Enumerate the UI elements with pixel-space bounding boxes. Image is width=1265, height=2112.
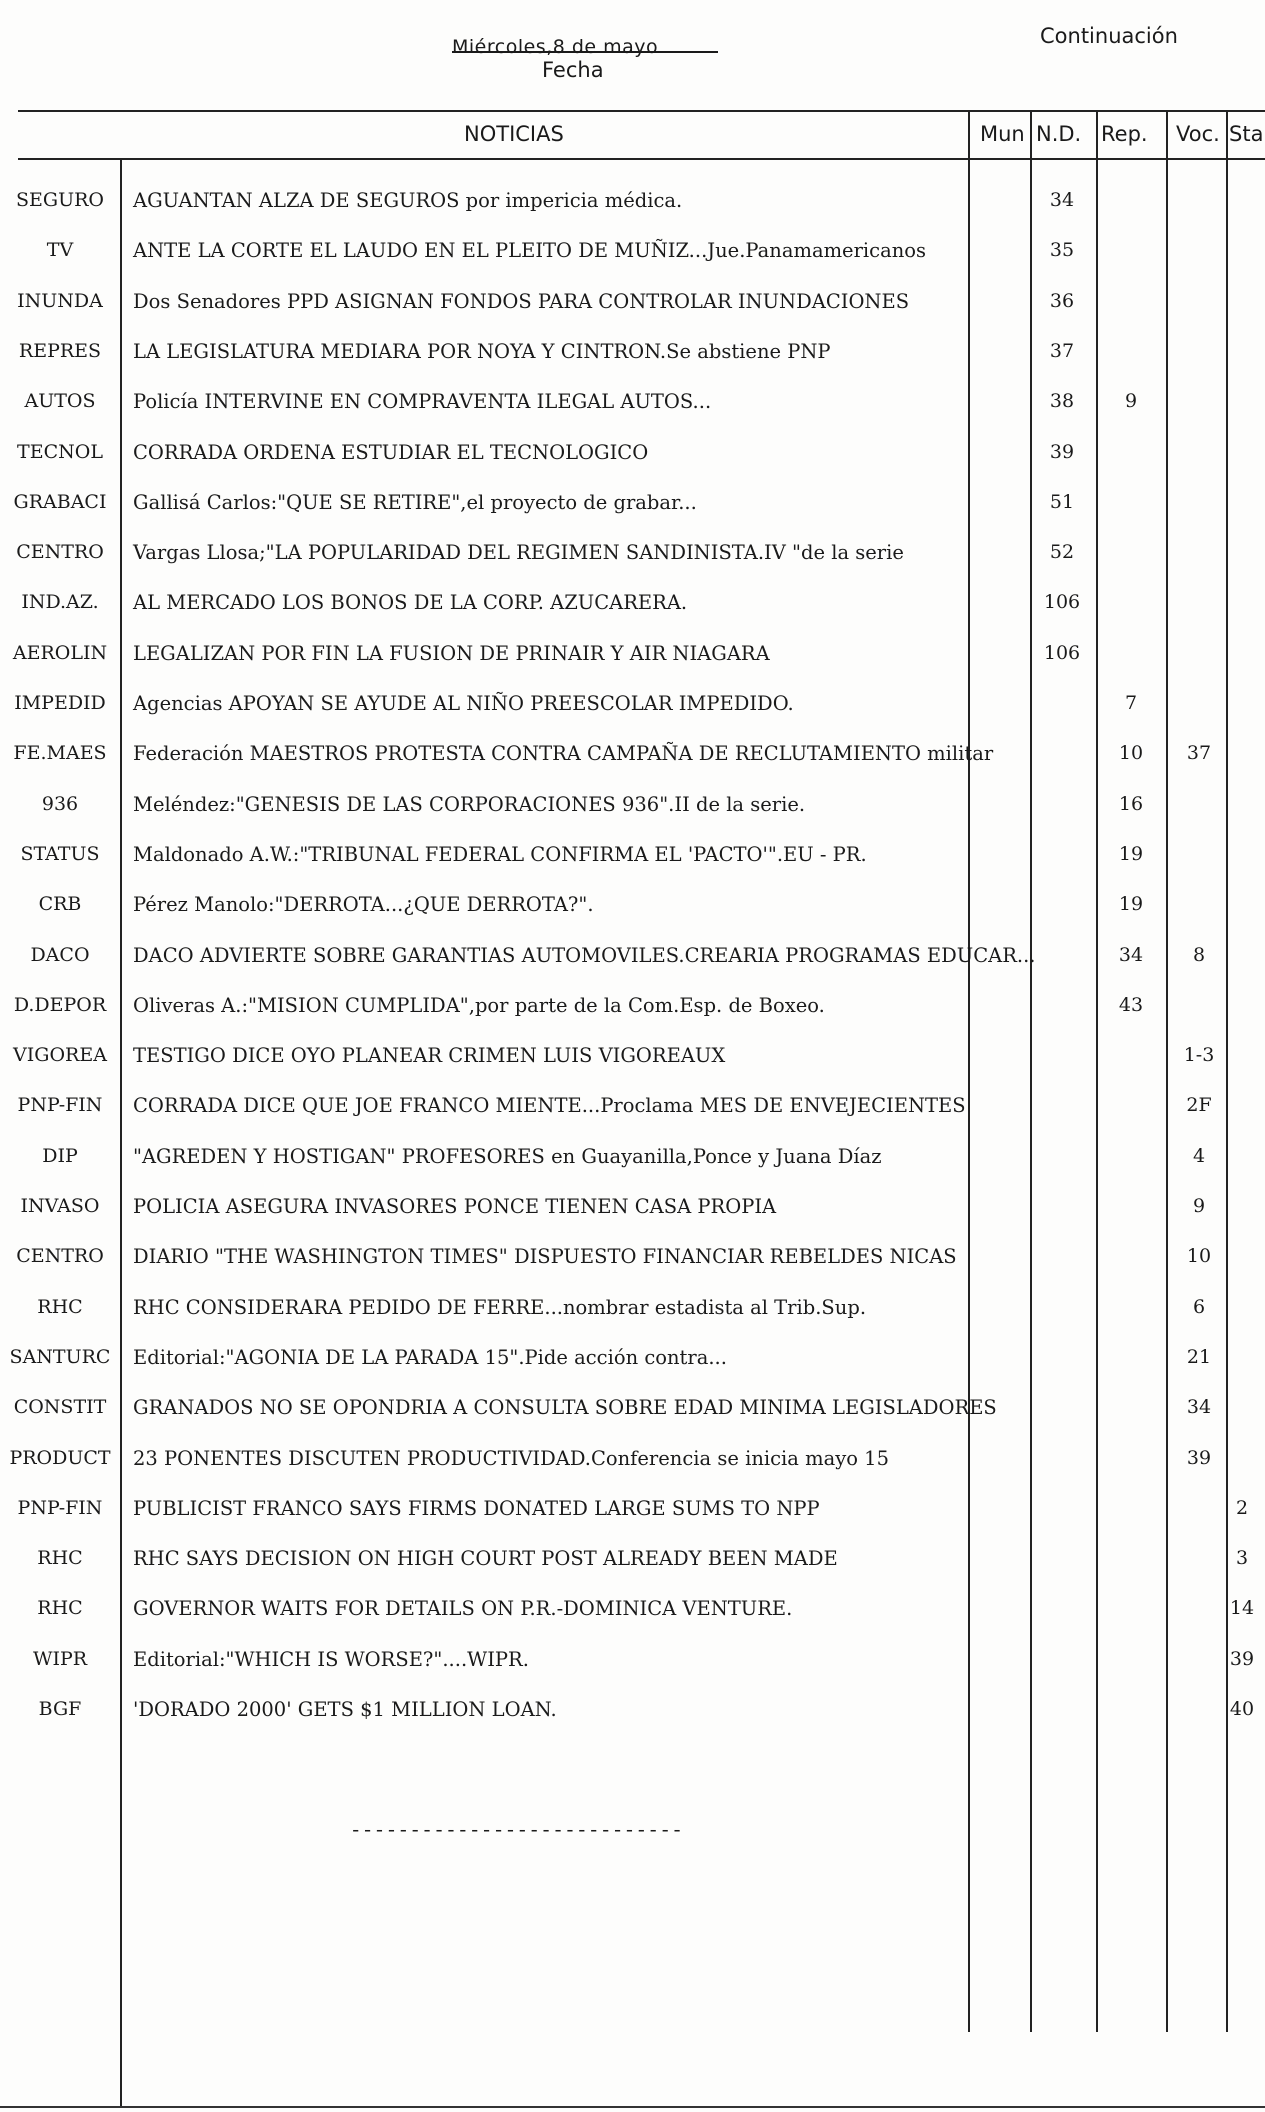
table-row	[0, 1447, 1265, 1497]
row-code: AUTOS	[24, 390, 96, 413]
table-row	[0, 692, 1265, 742]
footer-separator: ----------------------------	[350, 1820, 684, 1842]
table-row	[0, 642, 1265, 692]
table-row	[0, 390, 1265, 440]
row-headline: GRANADOS NO SE OPONDRIA A CONSULTA SOBRE EDAD MINIMA LEGISLADORES	[133, 1396, 997, 1420]
row-headline: Editorial:"AGONIA DE LA PARADA 15".Pide acción contra...	[133, 1345, 727, 1369]
table-row	[0, 1245, 1265, 1295]
row-nd-page: 52	[1049, 541, 1075, 564]
row-nd-page: 39	[1049, 440, 1075, 463]
table-header-rule	[18, 158, 1265, 160]
date-strikethrough	[452, 51, 718, 53]
row-headline: Agencias APOYAN SE AYUDE AL NIÑO PREESCOLAR IMPEDIDO.	[133, 692, 794, 715]
row-headline: Vargas Llosa;"LA POPULARIDAD DEL REGIMEN SANDINISTA.IV "de la serie	[133, 541, 904, 565]
column-header-sta: Sta	[1229, 122, 1264, 146]
row-code: VIGOREA	[13, 1044, 107, 1067]
row-code: IMPEDID	[14, 692, 106, 714]
row-headline: Pérez Manolo:"DERROTA...¿QUE DERROTA?".	[133, 893, 594, 917]
row-headline: Federación MAESTROS PROTESTA CONTRA CAMPAÑA DE RECLUTAMIENTO militar	[133, 742, 994, 766]
row-nd-page: 38	[1049, 390, 1075, 413]
row-headline: "AGREDEN Y HOSTIGAN" PROFESORES en Guayanilla,Ponce y Juana Díaz	[133, 1144, 882, 1168]
row-voc-page: 2F	[1186, 1094, 1212, 1117]
row-code: GRABACI	[13, 490, 107, 513]
table-row	[0, 491, 1265, 541]
row-rep-page: 19	[1118, 893, 1144, 916]
row-code: 936	[41, 792, 79, 815]
header-continuation: Continuación	[1040, 24, 1178, 48]
header-date	[452, 36, 658, 58]
page-bottom-rule	[0, 2106, 1265, 2108]
row-code: D.DEPOR	[13, 993, 107, 1016]
row-headline: Dos Senadores PPD ASIGNAN FONDOS PARA CONTROLAR INUNDACIONES	[133, 289, 910, 313]
row-code: STATUS	[20, 842, 100, 865]
row-code: INUNDA	[17, 289, 103, 312]
row-sta-page: 39	[1229, 1647, 1255, 1670]
row-sta-page: 2	[1235, 1496, 1249, 1519]
row-rep-page: 9	[1124, 390, 1138, 413]
row-headline: Policía INTERVINE EN COMPRAVENTA ILEGAL AUTOS...	[133, 390, 712, 414]
row-nd-page: 51	[1049, 490, 1075, 513]
row-headline: POLICIA ASEGURA INVASORES PONCE TIENEN CASA PROPIA	[133, 1195, 777, 1218]
row-code: CENTRO	[16, 541, 104, 564]
row-headline: Oliveras A.:"MISION CUMPLIDA",por parte de la Com.Esp. de Boxeo.	[133, 993, 825, 1017]
row-code: DACO	[30, 943, 90, 966]
table-top-rule	[18, 110, 1265, 112]
header-fecha-label: Fecha	[542, 58, 604, 82]
table-row	[0, 1497, 1265, 1547]
row-rep-page: 34	[1118, 943, 1144, 966]
row-rep-page: 16	[1118, 792, 1144, 815]
row-nd-page: 106	[1043, 641, 1081, 664]
row-sta-page: 3	[1235, 1547, 1249, 1570]
table-row	[0, 1145, 1265, 1195]
row-code: SEGURO	[16, 189, 104, 211]
row-nd-page: 35	[1049, 239, 1075, 262]
row-headline: LA LEGISLATURA MEDIARA POR NOYA Y CINTRON.Se abstiene PNP	[133, 339, 831, 363]
row-nd-page: 37	[1049, 339, 1075, 362]
row-headline: AGUANTAN ALZA DE SEGUROS por impericia médica.	[133, 189, 683, 212]
table-row	[0, 1094, 1265, 1144]
row-rep-page: 7	[1124, 692, 1138, 714]
row-code: RHC	[37, 1295, 83, 1318]
row-voc-page: 8	[1192, 943, 1206, 966]
row-headline: ANTE LA CORTE EL LAUDO EN EL PLEITO DE MUÑIZ...Jue.Panamamericanos	[133, 239, 927, 263]
table-row	[0, 742, 1265, 792]
row-headline: DIARIO "THE WASHINGTON TIMES" DISPUESTO FINANCIAR REBELDES NICAS	[133, 1245, 957, 1269]
row-code: IND.AZ.	[21, 591, 99, 614]
column-header-mun: Mun	[980, 122, 1025, 146]
row-headline: Editorial:"WHICH IS WORSE?"....WIPR.	[133, 1647, 529, 1671]
table-row	[0, 189, 1265, 239]
row-code: SANTURC	[9, 1345, 111, 1368]
table-row	[0, 1396, 1265, 1446]
row-voc-page: 1-3	[1183, 1044, 1215, 1067]
row-headline: CORRADA DICE QUE JOE FRANCO MIENTE...Proclama MES DE ENVEJECIENTES	[133, 1094, 966, 1118]
row-headline: PUBLICIST FRANCO SAYS FIRMS DONATED LARGE SUMS TO NPP	[133, 1496, 820, 1520]
row-voc-page: 39	[1186, 1446, 1212, 1469]
row-headline: GOVERNOR WAITS FOR DETAILS ON P.R.-DOMINICA VENTURE.	[133, 1597, 793, 1621]
row-headline: Gallisá Carlos:"QUE SE RETIRE",el proyecto de grabar...	[133, 490, 697, 514]
row-headline: AL MERCADO LOS BONOS DE LA CORP. AZUCARERA.	[133, 591, 688, 615]
row-voc-page: 4	[1192, 1144, 1206, 1167]
row-code: BGF	[38, 1698, 82, 1720]
row-code: PNP-FIN	[17, 1094, 103, 1117]
table-row	[0, 1346, 1265, 1396]
row-headline: 'DORADO 2000' GETS $1 MILLION LOAN.	[133, 1698, 557, 1721]
table-row	[0, 1547, 1265, 1597]
table-row	[0, 541, 1265, 591]
table-row	[0, 591, 1265, 641]
row-code: WIPR	[32, 1647, 88, 1670]
row-code: RHC	[37, 1597, 83, 1620]
row-nd-page: 34	[1049, 189, 1075, 211]
row-headline: TESTIGO DICE OYO PLANEAR CRIMEN LUIS VIGOREAUX	[133, 1044, 726, 1068]
table-row	[0, 1597, 1265, 1647]
row-rep-page: 43	[1118, 993, 1144, 1016]
table-row	[0, 441, 1265, 491]
table-row	[0, 944, 1265, 994]
row-headline: Meléndez:"GENESIS DE LAS CORPORACIONES 936".II de la serie.	[133, 792, 806, 816]
row-code: INVASO	[20, 1195, 100, 1217]
row-code: RHC	[37, 1547, 83, 1570]
row-code: CONSTIT	[13, 1396, 107, 1419]
row-code: PRODUCT	[9, 1446, 111, 1469]
column-header-noticias: NOTICIAS	[464, 122, 564, 146]
row-nd-page: 106	[1043, 591, 1081, 614]
table-row	[0, 994, 1265, 1044]
row-voc-page: 6	[1192, 1295, 1206, 1318]
table-row	[0, 1195, 1265, 1245]
column-header-voc: Voc.	[1176, 122, 1220, 146]
row-headline: RHC SAYS DECISION ON HIGH COURT POST ALREADY BEEN MADE	[133, 1547, 838, 1571]
row-voc-page: 10	[1186, 1245, 1212, 1268]
row-code: DIP	[42, 1144, 78, 1167]
table-row	[0, 340, 1265, 390]
column-header-rep: Rep.	[1101, 122, 1148, 146]
table-row	[0, 893, 1265, 943]
table-row	[0, 1698, 1265, 1748]
row-rep-page: 19	[1118, 842, 1144, 865]
table-row	[0, 239, 1265, 289]
row-code: FE.MAES	[13, 742, 107, 765]
row-voc-page: 9	[1192, 1195, 1206, 1217]
table-row	[0, 843, 1265, 893]
header-date-text: Miércoles,8 de mayo	[452, 36, 659, 58]
row-voc-page: 37	[1186, 742, 1212, 765]
row-code: PNP-FIN	[17, 1496, 103, 1519]
row-voc-page: 21	[1186, 1345, 1212, 1368]
row-headline: CORRADA ORDENA ESTUDIAR EL TECNOLOGICO	[133, 440, 649, 464]
table-row	[0, 1044, 1265, 1094]
row-code: CRB	[38, 893, 82, 916]
row-code: AEROLIN	[12, 641, 108, 664]
row-code: TV	[46, 239, 74, 262]
table-row	[0, 1296, 1265, 1346]
row-headline: RHC CONSIDERARA PEDIDO DE FERRE...nombrar estadista al Trib.Sup.	[133, 1295, 867, 1319]
row-code: REPRES	[18, 339, 102, 362]
table-row	[0, 793, 1265, 843]
table-row	[0, 1648, 1265, 1698]
row-headline: 23 PONENTES DISCUTEN PRODUCTIVIDAD.Conferencia se inicia mayo 15	[133, 1446, 889, 1470]
row-nd-page: 36	[1049, 289, 1075, 312]
column-header-nd: N.D.	[1036, 122, 1082, 146]
row-sta-page: 14	[1229, 1597, 1255, 1620]
row-headline: DACO ADVIERTE SOBRE GARANTIAS AUTOMOVILES.CREARIA PROGRAMAS EDUCAR...	[133, 943, 1036, 967]
row-headline: Maldonado A.W.:"TRIBUNAL FEDERAL CONFIRMA EL 'PACTO'".EU - PR.	[133, 842, 867, 866]
row-voc-page: 34	[1186, 1396, 1212, 1419]
row-rep-page: 10	[1118, 742, 1144, 765]
row-headline: LEGALIZAN POR FIN LA FUSION DE PRINAIR Y AIR NIAGARA	[133, 641, 770, 665]
table-row	[0, 290, 1265, 340]
row-code: CENTRO	[16, 1245, 104, 1268]
row-sta-page: 40	[1229, 1698, 1255, 1720]
row-code: TECNOL	[17, 440, 103, 463]
